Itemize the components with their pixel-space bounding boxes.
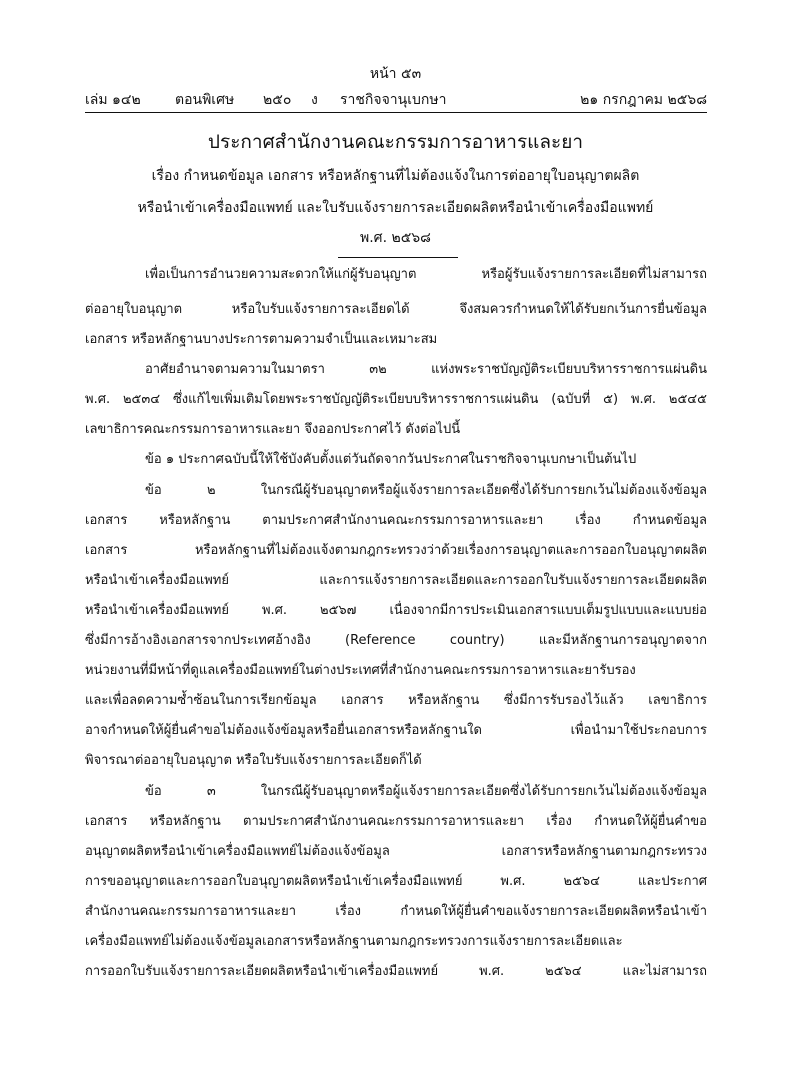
subject-line: หรือนำเข้าเครื่องมือแพทย์ และใบรับแจ้งรายการละเอียดผลิตหรือนำเข้าเครื่องมือแพทย์: [137, 200, 654, 216]
body-line: เอกสาร หรือหลักฐาน ตามประกาศสำนักงานคณะกรรมการอาหารและยา เรื่อง กำหนดข้อมูล: [85, 513, 707, 528]
body-line: อาจกำหนดให้ผู้ยื่นคำขอไม่ต้องแจ้งข้อมูลหรือยื่นเอกสารหรือหลักฐานใด เพื่อนำมาใช้ประกอบการ: [85, 723, 707, 738]
body-line: หน่วยงานที่มีหน้าที่ดูแลเครื่องมือแพทย์ในต่างประเทศที่สำนักงานคณะกรรมการอาหารและยารับรอง: [85, 663, 636, 678]
body-line: ซึ่งมีการอ้างอิงเอกสารจากประเทศอ้างอิง (Reference country) และมีหลักฐานการอนุญาตจาก: [85, 633, 707, 648]
body-line: และเพื่อลดความซ้ำซ้อนในการเรียกข้อมูล เอกสาร หรือหลักฐาน ซึ่งมีการรับรองไว้แล้ว เลขาธิการ: [85, 693, 707, 708]
clause-1: ข้อ ๑ ประกาศฉบับนี้ให้ใช้บังคับตั้งแต่วันถัดจากวันประกาศในราชกิจจานุเบกษาเป็นต้นไป: [145, 452, 637, 467]
volume-label: เล่ม ๑๔๒: [85, 92, 141, 108]
page-number: หน้า ๕๓: [369, 66, 422, 82]
body-line: เอกสาร หรือหลักฐานที่ไม่ต้องแจ้งตามกฎกระทรวงว่าด้วยเรื่องการอนุญาตและการออกใบอนุญาตผลิต: [85, 543, 707, 558]
clause-3: ข้อ ๓ ในกรณีผู้รับอนุญาตหรือผู้แจ้งรายการละเอียดซึ่งได้รับการยกเว้นไม่ต้องแจ้งข้อมูล: [145, 784, 707, 799]
body-line: เครื่องมือแพทย์ไม่ต้องแจ้งข้อมูลเอกสารหรือหลักฐานตามกฎกระทรวงการแจ้งรายการละเอียดและ: [85, 934, 623, 949]
body-line: การออกใบรับแจ้งรายการละเอียดผลิตหรือนำเข้าเครื่องมือแพทย์ พ.ศ. ๒๕๖๔ และไม่สามารถ: [85, 964, 707, 979]
subject-line: เรื่อง กำหนดข้อมูล เอกสาร หรือหลักฐานที่ไม่ต้องแจ้งในการต่ออายุใบอนุญาตผลิต: [151, 168, 640, 184]
issue-type-label: ตอนพิเศษ: [175, 92, 235, 108]
body-line: พิจารณาต่ออายุใบอนุญาต หรือใบรับแจ้งรายการละเอียดก็ได้: [85, 753, 422, 768]
publication-date: ๒๑ กรกฎาคม ๒๕๖๘: [580, 92, 707, 108]
body-line: สำนักงานคณะกรรมการอาหารและยา เรื่อง กำหนดให้ผู้ยื่นคำขอแจ้งรายการละเอียดผลิตหรือนำเข้า: [85, 904, 707, 919]
gazette-name: ราชกิจจานุเบกษา: [340, 92, 447, 108]
body-line: เลขาธิการคณะกรรมการอาหารและยา จึงออกประกาศไว้ ดังต่อไปนี้: [85, 422, 461, 437]
gazette-header: [85, 90, 707, 112]
announcement-title: ประกาศสำนักงานคณะกรรมการอาหารและยา: [207, 131, 584, 153]
header-divider: [85, 112, 707, 113]
body-line: อาศัยอำนาจตามความในมาตรา ๓๒ แห่งพระราชบัญญัติระเบียบบริหารราชการแผ่นดิน: [145, 362, 707, 377]
issue-number: ๒๕๐: [263, 92, 292, 108]
title-divider: [338, 257, 458, 258]
body-line: เอกสาร หรือหลักฐาน ตามประกาศสำนักงานคณะกรรมการอาหารและยา เรื่อง กำหนดให้ผู้ยื่นคำขอ: [85, 814, 707, 829]
clause-2: ข้อ ๒ ในกรณีผู้รับอนุญาตหรือผู้แจ้งรายการละเอียดซึ่งได้รับการยกเว้นไม่ต้องแจ้งข้อมูล: [145, 483, 707, 498]
subject-year: พ.ศ. ๒๕๖๘: [360, 230, 431, 246]
body-line: การขออนุญาตและการออกใบอนุญาตผลิตหรือนำเข้าเครื่องมือแพทย์ พ.ศ. ๒๕๖๔ และประกาศ: [85, 874, 707, 889]
section-label: ง: [311, 92, 318, 108]
body-line: หรือนำเข้าเครื่องมือแพทย์ พ.ศ. ๒๕๖๗ เนื่องจากมีการประเมินเอกสารแบบเต็มรูปแบบและแบบย่อ: [85, 603, 707, 618]
body-line: หรือนำเข้าเครื่องมือแพทย์ และการแจ้งรายการละเอียดและการออกใบรับแจ้งรายการละเอียดผลิต: [85, 573, 707, 588]
body-line: พ.ศ. ๒๕๓๔ ซึ่งแก้ไขเพิ่มเติมโดยพระราชบัญญัติระเบียบบริหารราชการแผ่นดิน (ฉบับที่ ๕) พ.ศ. ๒๕๔๕: [85, 392, 707, 407]
body-line: ต่ออายุใบอนุญาต หรือใบรับแจ้งรายการละเอียดได้ จึงสมควรกำหนดให้ได้รับยกเว้นการยื่นข้อมูล: [85, 302, 707, 317]
body-line: เอกสาร หรือหลักฐานบางประการตามความจำเป็นและเหมาะสม: [85, 332, 438, 347]
body-line: อนุญาตผลิตหรือนำเข้าเครื่องมือแพทย์ไม่ต้องแจ้งข้อมูล เอกสารหรือหลักฐานตามกฎกระทรวง: [85, 844, 707, 859]
body-line: เพื่อเป็นการอำนวยความสะดวกให้แก่ผู้รับอนุญาต หรือผู้รับแจ้งรายการละเอียดที่ไม่สามารถ: [145, 267, 707, 282]
